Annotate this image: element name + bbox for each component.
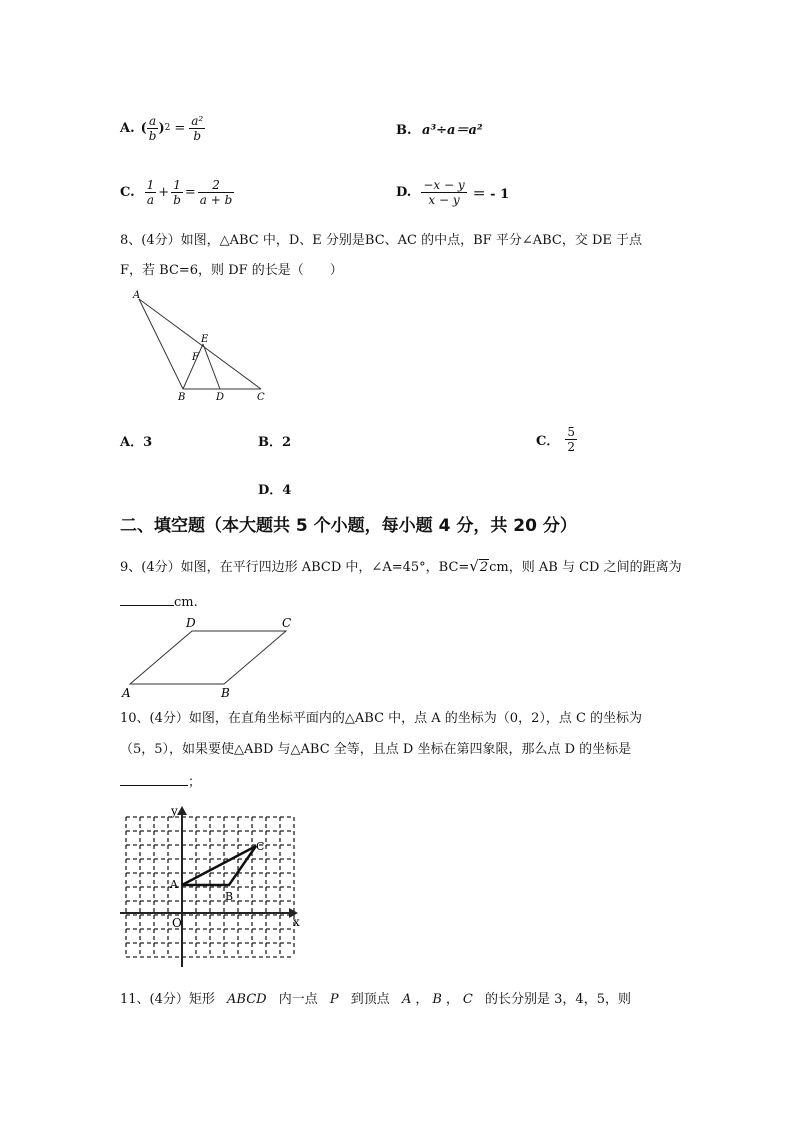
exponent: 2	[164, 123, 171, 133]
triangle-abc	[182, 846, 256, 885]
q10-line-3	[120, 771, 201, 790]
equals-sign: =	[184, 184, 196, 200]
q8-line-2: F，若 BC=6，则 DF 的长是（ ）	[120, 263, 343, 278]
q8-option-b: B．2	[258, 435, 292, 450]
label-e: E	[201, 334, 209, 345]
answer-blank[interactable]	[120, 773, 188, 786]
option-label: B.	[396, 123, 412, 138]
point-p: P	[329, 992, 339, 1007]
q9-line-2	[120, 593, 198, 610]
q10-line-1: 10、(4分）如图，在直角坐标平面内的△ABC 中，点 A 的坐标为（0，2），点 C 的坐标为	[120, 711, 643, 726]
label-f: F	[192, 352, 199, 363]
vertex-c: C	[462, 992, 473, 1007]
paren-close: )	[158, 120, 165, 136]
q8-option-c	[536, 420, 577, 458]
fraction-a2-over-b: $\frac{\text{a²}}{b}$	[191, 113, 204, 143]
vertex-a: A	[401, 992, 412, 1007]
vertex-b: B	[432, 992, 442, 1007]
comma: ，	[415, 992, 429, 1007]
label-origin: O	[172, 916, 182, 930]
q9-parallelogram-figure	[118, 612, 318, 700]
label-c: C	[257, 392, 265, 403]
option-b-expression: a³÷a＝a²	[422, 123, 483, 138]
fraction-1-over-a: $\frac{1}{a}$	[146, 177, 155, 207]
plus-sign: +	[158, 184, 170, 200]
label-c: C	[256, 840, 265, 853]
label-y: y	[171, 804, 178, 818]
q9-line-1	[120, 556, 682, 575]
q8-option-a: A．3	[120, 435, 153, 450]
segment-ac	[139, 299, 261, 389]
q7-option-d	[396, 172, 509, 212]
equals-neg-one: ＝ - 1	[472, 186, 510, 202]
label-b: B	[221, 686, 230, 700]
semicolon: ；	[188, 775, 202, 790]
dashed-grid	[126, 817, 294, 957]
q10-coordinate-grid-figure	[115, 802, 305, 972]
q11-text-post: 的长分别是 3，4，5，则	[485, 992, 631, 1007]
q8-triangle-figure	[125, 285, 280, 405]
label-d: D	[186, 616, 196, 630]
q11-text-mid1: 内一点	[278, 992, 318, 1007]
q11-text-pre: 11、(4分）矩形	[120, 992, 215, 1007]
q7-option-c	[120, 172, 234, 212]
label-a: A	[170, 878, 178, 891]
option-label: A.	[120, 120, 135, 136]
q9-text-post: cm，则 AB 与 CD 之间的距离为	[489, 560, 682, 575]
label-a: A	[122, 686, 131, 700]
label-c: C	[282, 616, 292, 630]
answer-blank[interactable]	[120, 593, 174, 606]
option-label: D.	[396, 184, 412, 200]
unit-cm: cm.	[174, 595, 198, 610]
label-a: A	[133, 290, 141, 301]
section-2-title: 二、填空题（本大题共 5 个小题，每小题 4 分，共 20 分）	[120, 516, 577, 536]
fraction-5-over-2: $\frac{5}{2}$	[567, 424, 575, 454]
parallelogram-abcd	[130, 631, 286, 684]
segment-ed	[203, 344, 220, 389]
option-label: C.	[120, 184, 135, 200]
q10-line-2: （5，5），如果要使△ABD 与△ABC 全等，且点 D 坐标在第四象限，那么点 D 的坐标是	[120, 742, 632, 757]
q11-text-mid2: 到顶点	[350, 992, 390, 1007]
fraction-a-over-b: $\frac{a}{b}$	[148, 113, 157, 143]
label-b: B	[178, 392, 186, 403]
label-b: B	[225, 890, 234, 903]
sqrt-icon: √	[469, 556, 479, 575]
y-axis-arrow-icon	[177, 806, 187, 815]
q9-text-pre: 9、(4分）如图，在平行四边形 ABCD 中，∠A=45°，BC=	[120, 560, 470, 575]
label-x: x	[293, 915, 300, 929]
q7-option-a	[120, 108, 205, 148]
equals-sign: =	[174, 120, 186, 136]
rect-name: ABCD	[227, 992, 267, 1007]
fraction-2-over-a-plus-b: $\frac{2}{a + b}$	[199, 177, 233, 207]
q7-option-b	[396, 119, 483, 138]
q8-line-1: 8、(4分）如图，△ABC 中，D、E 分别是BC、AC 的中点，BF 平分∠ABC，交 DE 于点	[120, 233, 643, 248]
option-label: C．	[536, 433, 560, 449]
fraction-neg-x-minus-y-over-x-minus-y: $\frac{-x - y}{x - y}$	[423, 177, 465, 207]
paren-open: (	[140, 120, 147, 136]
segment-be	[183, 344, 203, 389]
comma: ，	[445, 992, 459, 1007]
label-d: D	[216, 392, 225, 403]
q8-option-d: D．4	[258, 483, 292, 498]
q11-line-1	[120, 988, 631, 1007]
sqrt-expression: √ 2	[469, 556, 489, 575]
fraction-1-over-b: $\frac{1}{b}$	[173, 177, 181, 207]
segment-ab	[139, 299, 183, 389]
